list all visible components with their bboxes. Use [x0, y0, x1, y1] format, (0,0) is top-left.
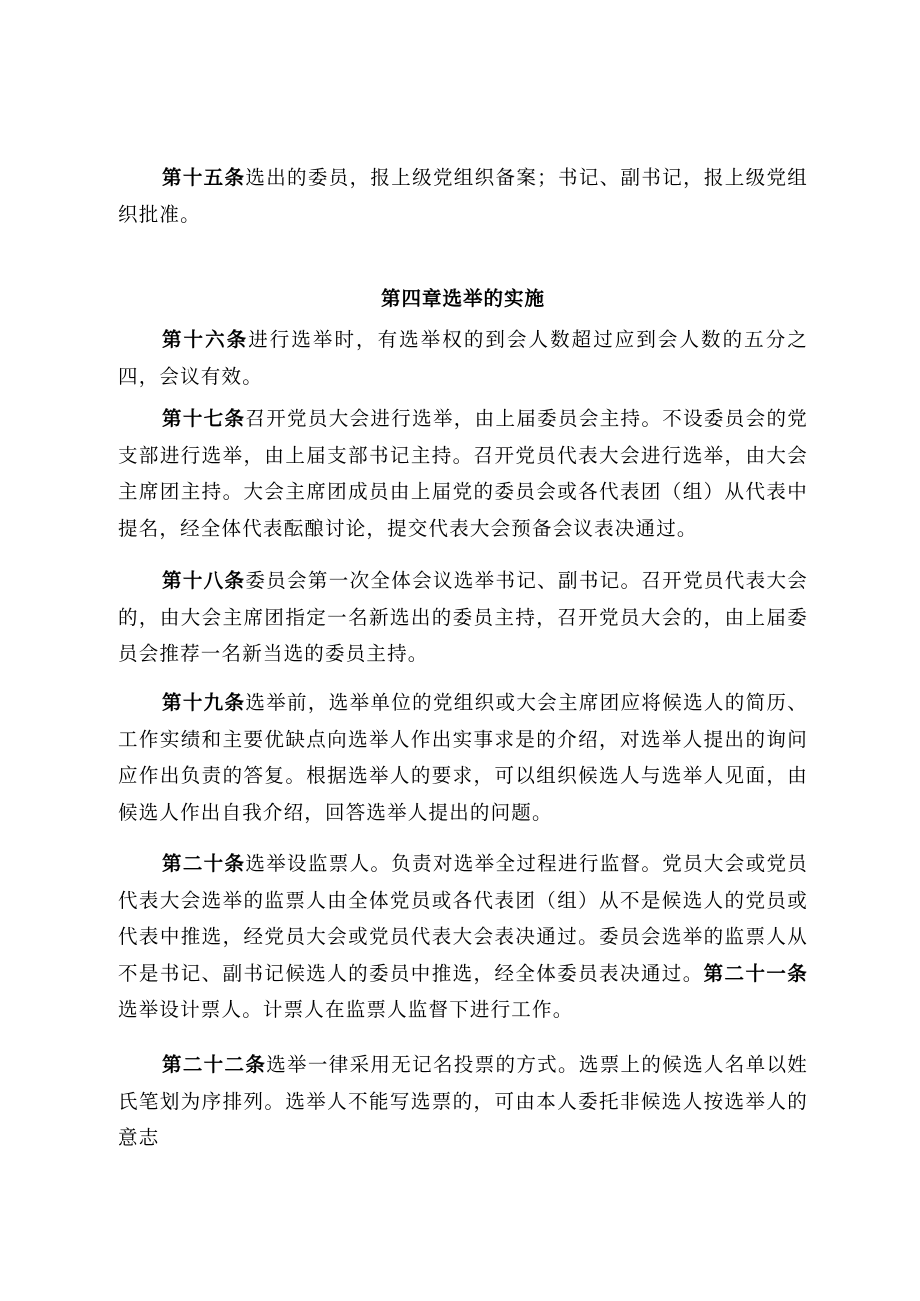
article-number: 第二十条 — [162, 852, 246, 875]
article-19 — [118, 685, 808, 831]
article-number: 第二十二条 — [162, 1053, 267, 1076]
article-21-number: 第二十一条 — [703, 961, 808, 985]
article-18 — [118, 563, 808, 673]
article-number: 第十六条 — [162, 328, 249, 351]
article-17 — [118, 401, 808, 547]
article-20 — [118, 846, 808, 1029]
article-number: 第十九条 — [162, 691, 246, 714]
article-number: 第十五条 — [162, 166, 246, 189]
article-number: 第十七条 — [162, 407, 246, 430]
article-text: 选举前，选举单位的党组织或大会主席团应将候选人的简历、工作实绩和主要优缺点向选举人作出实事求是的介绍，对选举人提出的询问应作出负责的答复。根据选举人的要求，可以组织候选人与选举人见面，由候选人作出自我介绍，回答选举人提出的问题。 — [118, 691, 808, 824]
article-text: 召开党员大会进行选举，由上届委员会主持。不设委员会的党支部进行选举，由上届支部书记主持。召开党员代表大会进行选举，由大会主席团主持。大会主席团成员由上届党的委员会或各代表团（组）从代表中提名，经全体代表酝酿讨论，提交代表大会预备会议表决通过。 — [118, 407, 808, 540]
article-text: 选出的委员，报上级党组织备案；书记、副书记，报上级党组织批准。 — [118, 166, 808, 226]
article-text: 委员会第一次全体会议选举书记、副书记。召开党员代表大会的，由大会主席团指定一名新选出的委员主持，召开党员大会的，由上届委员会推荐一名新当选的委员主持。 — [118, 569, 808, 665]
article-15 — [118, 160, 808, 233]
article-number: 第十八条 — [162, 569, 246, 592]
article-16 — [118, 322, 808, 395]
chapter-title: 第四章选举的实施 — [380, 287, 545, 310]
article-text: 选举设监票人。负责对选举全过程进行监督。党员大会或党员代表大会选举的监票人由全体党员或各代表团（组）从不是候选人的党员或代表中推选，经党员大会或党员代表大会表决通过。委员会选举的监票人从不是书记、副书记候选人的委员中推选，经全体委员表决通过。 — [118, 852, 808, 985]
article-22 — [118, 1047, 808, 1157]
article-21-text: 选举设计票人。计票人在监票人监督下进行工作。 — [118, 998, 574, 1021]
article-text: 进行选举时，有选举权的到会人数超过应到会人数的五分之四，会议有效。 — [118, 328, 808, 388]
article-text: 选举一律采用无记名投票的方式。选票上的候选人名单以姓氏笔划为序排列。选举人不能写选票的，可由本人委托非候选人按选举人的意志 — [118, 1053, 808, 1149]
